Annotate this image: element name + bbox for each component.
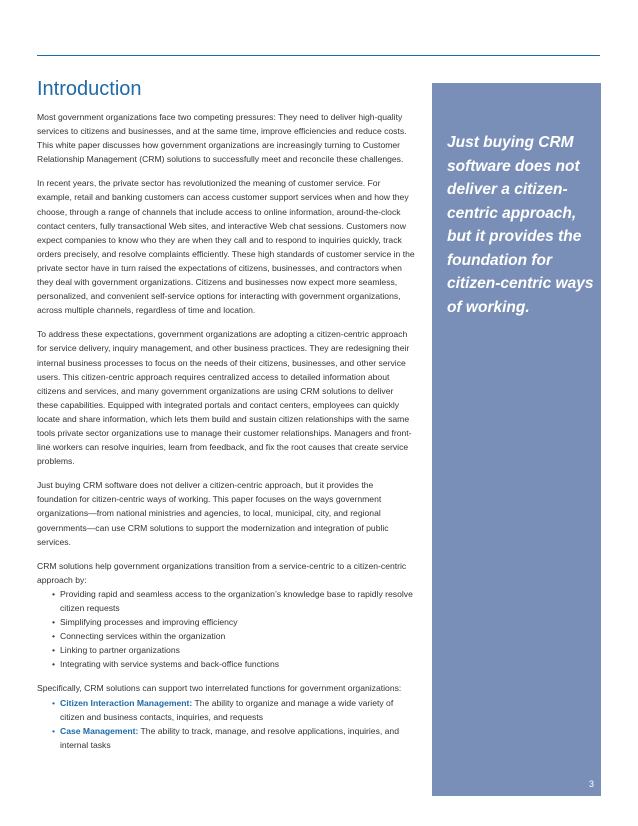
paragraph-transition: CRM solutions help government organizations transition from a service-centric to a citizen-centric approach by: <box>37 560 407 585</box>
term-citizen-interaction-management: Citizen Interaction Management: <box>60 697 193 708</box>
list-item <box>52 696 415 724</box>
paragraph-foundation: Just buying CRM software does not deliver a citizen-centric approach, but it provides the foundation for citizen-centric ways of working. This paper focuses on the ways government organizations—from national ministries and agencies, to local, municipal, city, and regional governments—can use CRM solutions to support the modernization and integration of public services. <box>37 480 389 547</box>
header-divider <box>37 55 600 56</box>
list-item: • Linking to partner organizations <box>52 643 415 657</box>
body-content <box>37 110 415 762</box>
pull-quote: Just buying CRM software does not deliver a citizen-centric approach, but it provides the foundation for citizen-centric ways of working. <box>447 134 594 316</box>
pull-quote-sidebar <box>432 83 601 796</box>
paragraph-intro: Most government organizations face two competing pressures: They need to deliver high-quality services to citizens and businesses, and at the same time, improve efficiencies and reduce costs. This white paper discusses how government organizations are increasingly turning to Customer Relationship Management (CRM) solutions to successfully meet and reconcile these challenges. <box>37 112 407 165</box>
term-case-management: Case Management: <box>60 725 139 736</box>
functions-list <box>37 696 415 752</box>
paragraph-citizen-centric: To address these expectations, government organizations are adopting a citizen-centric approach for service delivery, inquiry management, and other business practices. They are redesigning their internal business processes to focus on the needs of their citizens, businesses, and other service users. This citizen-centric approach requires centralized access to detailed information about citizens and services, and many government organizations are using CRM solutions to deliver these capabilities. Equipped with integrated portals and contact centers, employees can quickly locate and share information, which lets them build and sustain citizen relationships with the same tools private sector organizations use to manage their customer relationships. Managers and front-line workers can resolve inquiries, learn from feedback, and fix the root causes that create service problems. <box>37 329 412 467</box>
term-description: The ability to organize and manage a wide variety of citizen and business contacts, inquiries, and requests <box>60 697 394 722</box>
benefits-list <box>37 587 415 672</box>
list-item: • Simplifying processes and improving efficiency <box>52 615 415 629</box>
list-item: • Connecting services within the organization <box>52 629 415 643</box>
paragraph-private-sector: In recent years, the private sector has revolutionized the meaning of customer service. For example, retail and banking customers can access customer support services when and how they choose, through a range of channels that include access to online information, around-the-clock contact centers, fully transactional Web sites, and interactive Web chat sessions. Customers now expect companies to know who they are when they call and to respond to inquiries quickly, track orders precisely, and resolve complaints efficiently. These high standards of customer service in the private sector have in turn raised the expectations of citizens, businesses, and contractors when they deal with government organizations. Citizens and businesses now expect more seamless, personalized, and convenient self-service options for interacting with government organizations, across multiple channels, regardless of time and location. <box>37 178 415 316</box>
term-description: The ability to track, manage, and resolve applications, inquiries, and internal tasks <box>60 725 399 750</box>
list-item: • Integrating with service systems and back-office functions <box>52 657 415 671</box>
page-title: Introduction <box>37 78 142 100</box>
list-item: • Providing rapid and seamless access to the organization’s knowledge base to rapidly resolve citizen requests <box>52 587 415 615</box>
list-item <box>52 724 415 752</box>
page-number: 3 <box>588 779 594 789</box>
paragraph-functions-intro: Specifically, CRM solutions can support two interrelated functions for government organizations: <box>37 683 402 694</box>
